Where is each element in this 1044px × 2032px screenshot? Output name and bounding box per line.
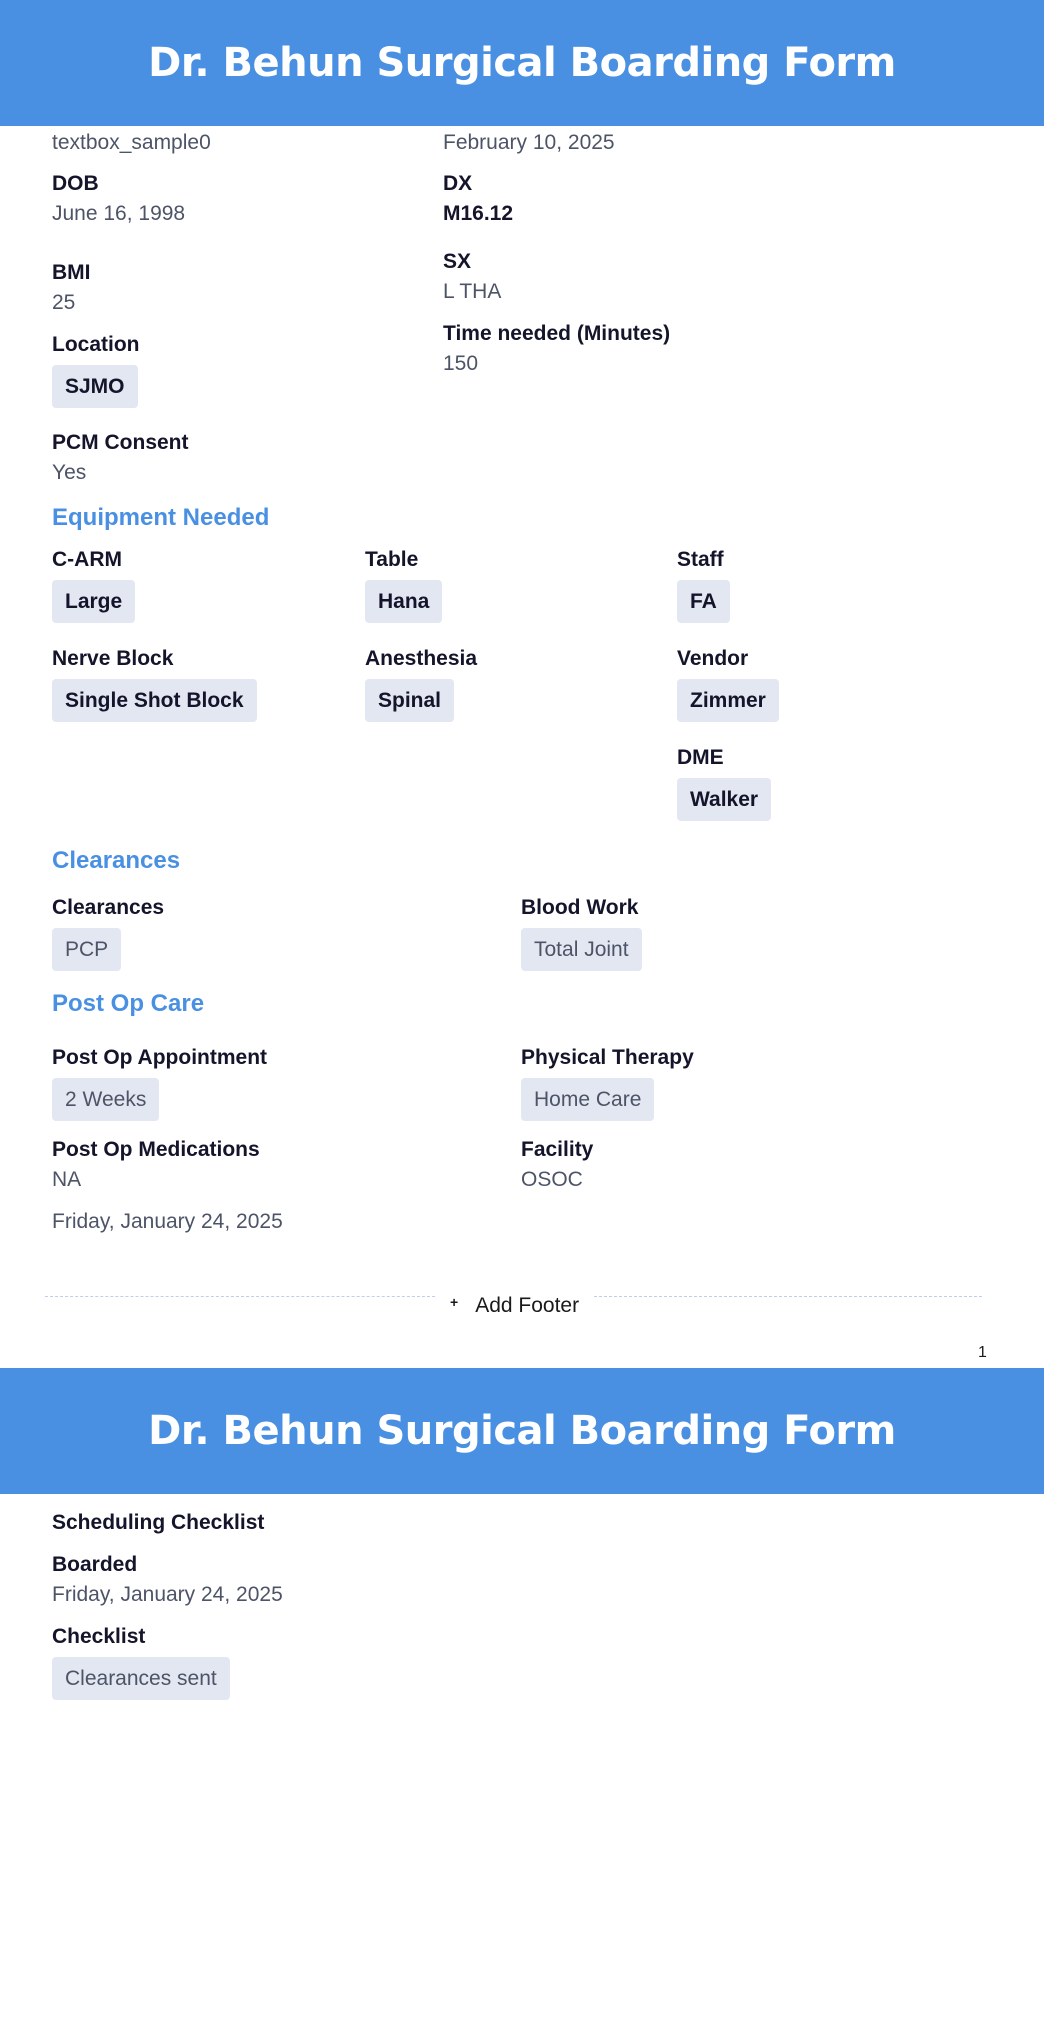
- location-chip: SJMO: [52, 365, 138, 408]
- blood-work-label: Blood Work: [521, 896, 639, 919]
- dme-chip: Walker: [677, 778, 771, 821]
- vendor-chip: Zimmer: [677, 679, 779, 722]
- facility-label: Facility: [521, 1138, 594, 1161]
- page-number: 1: [978, 1344, 987, 1361]
- location-label: Location: [52, 333, 140, 356]
- boarded-value: Friday, January 24, 2025: [52, 1583, 283, 1606]
- nerve-block-label: Nerve Block: [52, 647, 174, 670]
- checklist-chip: Clearances sent: [52, 1657, 230, 1700]
- pcm-consent-value: Yes: [52, 461, 87, 484]
- vendor-label: Vendor: [677, 647, 749, 670]
- carm-label: C-ARM: [52, 548, 122, 571]
- post-op-medications-label: Post Op Medications: [52, 1138, 260, 1161]
- staff-label: Staff: [677, 548, 724, 571]
- pcm-consent-label: PCM Consent: [52, 431, 189, 454]
- footer-divider-left: [45, 1296, 435, 1297]
- equipment-heading: Equipment Needed: [52, 504, 270, 531]
- staff-chip: FA: [677, 580, 730, 623]
- boarded-label: Boarded: [52, 1553, 138, 1576]
- add-footer-label: Add Footer: [475, 1294, 580, 1317]
- anesthesia-chip: Spinal: [365, 679, 454, 722]
- physical-therapy-label: Physical Therapy: [521, 1046, 694, 1069]
- facility-value: OSOC: [521, 1168, 583, 1191]
- dob-value: June 16, 1998: [52, 202, 186, 225]
- post-op-medications-value: NA: [52, 1168, 82, 1191]
- dob-label: DOB: [52, 172, 99, 195]
- scheduling-checklist-heading: Scheduling Checklist: [52, 1511, 265, 1534]
- blood-work-chip: Total Joint: [521, 928, 642, 971]
- form-header-banner: [0, 0, 1044, 126]
- post-op-appointment-chip: 2 Weeks: [52, 1078, 159, 1121]
- post-op-heading: Post Op Care: [52, 990, 205, 1017]
- clearances-chip: PCP: [52, 928, 121, 971]
- form-header-banner-page2: [0, 1368, 1044, 1494]
- dx-value: M16.12: [443, 202, 514, 225]
- anesthesia-label: Anesthesia: [365, 647, 478, 670]
- checklist-label: Checklist: [52, 1625, 146, 1648]
- post-op-appointment-label: Post Op Appointment: [52, 1046, 268, 1069]
- footer-divider-right: [594, 1296, 982, 1297]
- bmi-value: 25: [52, 291, 76, 314]
- sx-label: SX: [443, 250, 472, 273]
- form-title: Dr. Behun Surgical Boarding Form: [148, 40, 896, 86]
- dme-label: DME: [677, 746, 724, 769]
- table-label: Table: [365, 548, 419, 571]
- physical-therapy-chip: Home Care: [521, 1078, 654, 1121]
- signed-date-value: Friday, January 24, 2025: [52, 1210, 283, 1233]
- plus-icon: +: [450, 1294, 459, 1310]
- dx-label: DX: [443, 172, 473, 195]
- table-chip: Hana: [365, 580, 442, 623]
- time-needed-label: Time needed (Minutes): [443, 322, 671, 345]
- nerve-block-chip: Single Shot Block: [52, 679, 257, 722]
- clearances-label: Clearances: [52, 896, 165, 919]
- clearances-heading: Clearances: [52, 847, 181, 874]
- time-needed-value: 150: [443, 352, 479, 375]
- patient-name-value: textbox_sample0: [52, 131, 211, 154]
- sx-value: L THA: [443, 280, 502, 303]
- form-title-page2: Dr. Behun Surgical Boarding Form: [148, 1408, 896, 1454]
- add-footer-button[interactable]: [450, 1294, 579, 1318]
- bmi-label: BMI: [52, 261, 91, 284]
- carm-chip: Large: [52, 580, 135, 623]
- surgery-date-value: February 10, 2025: [443, 131, 615, 154]
